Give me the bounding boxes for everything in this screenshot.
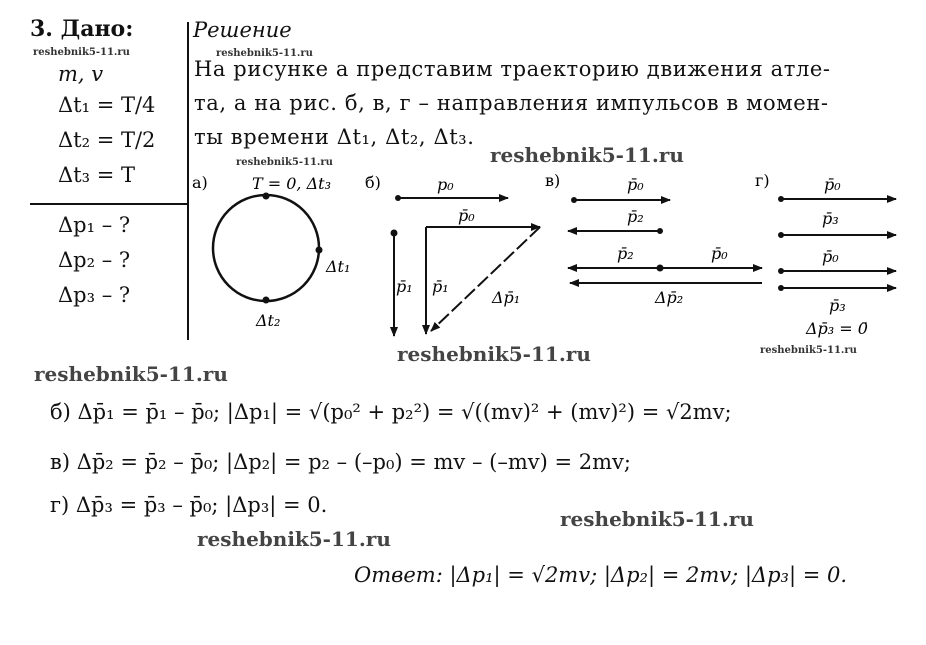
fig-v-p2-label: p̄₂ bbox=[627, 207, 644, 226]
solution-line: ты времени Δt₁, Δt₂, Δt₃. bbox=[194, 125, 475, 149]
given-item: Δt₂ = T/2 bbox=[58, 128, 156, 152]
fig-g-p0-vector-label: p̄₀ bbox=[822, 247, 839, 266]
trajectory-circle bbox=[213, 195, 319, 301]
fig-g-dp3-label: Δp̄₃ = 0̄ bbox=[806, 319, 868, 338]
point-start bbox=[263, 193, 270, 200]
unknown-item: Δp₃ – ? bbox=[58, 283, 131, 307]
solution-title: Решение bbox=[193, 18, 292, 42]
watermark: reshebnik5-11.ru bbox=[33, 47, 130, 58]
fig-g-p3-label: p̄₃ bbox=[822, 209, 839, 228]
fig-v-label: в) bbox=[545, 171, 561, 190]
fig-v-origin2 bbox=[657, 228, 663, 234]
fig-v-dp2-label: Δp̄₂ bbox=[655, 288, 684, 307]
point-dt2 bbox=[263, 297, 270, 304]
given-title: 3. Дано: bbox=[30, 16, 134, 42]
fig-v-p2-vector-label: p̄₂ bbox=[617, 244, 634, 263]
fig-b-p0-vector-label: p̄₀ bbox=[458, 206, 475, 225]
fig-a-label: а) bbox=[192, 173, 208, 192]
unknown-item: Δp₂ – ? bbox=[58, 248, 131, 272]
fig-g-p3-vector-label: p̄₃ bbox=[829, 296, 846, 315]
fig-a-top-label: T = 0, Δt₃ bbox=[252, 174, 331, 193]
fig-b-dp1-label: Δp̄₁ bbox=[492, 288, 521, 307]
point-dt1 bbox=[316, 247, 323, 254]
solution-line: та, а на рис. б, в, г – направления импульсов в момен- bbox=[194, 91, 829, 115]
fig-a-bottom-label: Δt₂ bbox=[256, 311, 281, 330]
watermark: reshebnik5-11.ru bbox=[490, 143, 684, 167]
watermark: reshebnik5-11.ru bbox=[34, 362, 228, 386]
fig-b-p1-label: p̄₁ bbox=[396, 277, 413, 296]
watermark: reshebnik5-11.ru bbox=[197, 527, 391, 551]
watermark: reshebnik5-11.ru bbox=[236, 157, 333, 168]
fig-v-p0-label: p̄₀ bbox=[627, 175, 644, 194]
equation-g: г) Δp̄₃ = p̄₃ – p̄₀; |Δp₃| = 0. bbox=[50, 493, 328, 517]
fig-b-label: б) bbox=[365, 173, 381, 192]
watermark: reshebnik5-11.ru bbox=[216, 48, 313, 59]
fig-b-p0-label: p₀ bbox=[437, 175, 454, 194]
fig-g-p0-label: p̄₀ bbox=[824, 175, 841, 194]
equation-b: б) Δp̄₁ = p̄₁ – p̄₀; |Δp₁| = √(p₀² + p₂²) = √((mv)² + (mv)²) = √2mv; bbox=[50, 400, 732, 424]
watermark: reshebnik5-11.ru bbox=[760, 345, 857, 356]
given-item: Δt₁ = T/4 bbox=[58, 93, 156, 117]
watermark: reshebnik5-11.ru bbox=[560, 507, 754, 531]
unknown-item: Δp₁ – ? bbox=[58, 213, 131, 237]
fig-g-label: г) bbox=[755, 171, 770, 190]
given-item: Δt₃ = T bbox=[58, 163, 135, 187]
fig-v-p0-vector-label: p̄₀ bbox=[711, 244, 728, 263]
equation-v: в) Δp̄₂ = p̄₂ – p̄₀; |Δp₂| = p₂ – (–p₀) = mv – (–mv) = 2mv; bbox=[50, 450, 631, 474]
given-item: m, v bbox=[58, 62, 104, 86]
fig-b-p1-vector-label: p̄₁ bbox=[432, 277, 449, 296]
answer: Ответ: |Δp₁| = √2mv; |Δp₂| = 2mv; |Δp₃| = 0. bbox=[354, 563, 848, 587]
watermark: reshebnik5-11.ru bbox=[397, 342, 591, 366]
fig-v-origin3 bbox=[657, 265, 664, 272]
solution-line: На рисунке а представим траекторию движения атле- bbox=[194, 57, 831, 81]
fig-a-right-label: Δt₁ bbox=[326, 257, 351, 276]
